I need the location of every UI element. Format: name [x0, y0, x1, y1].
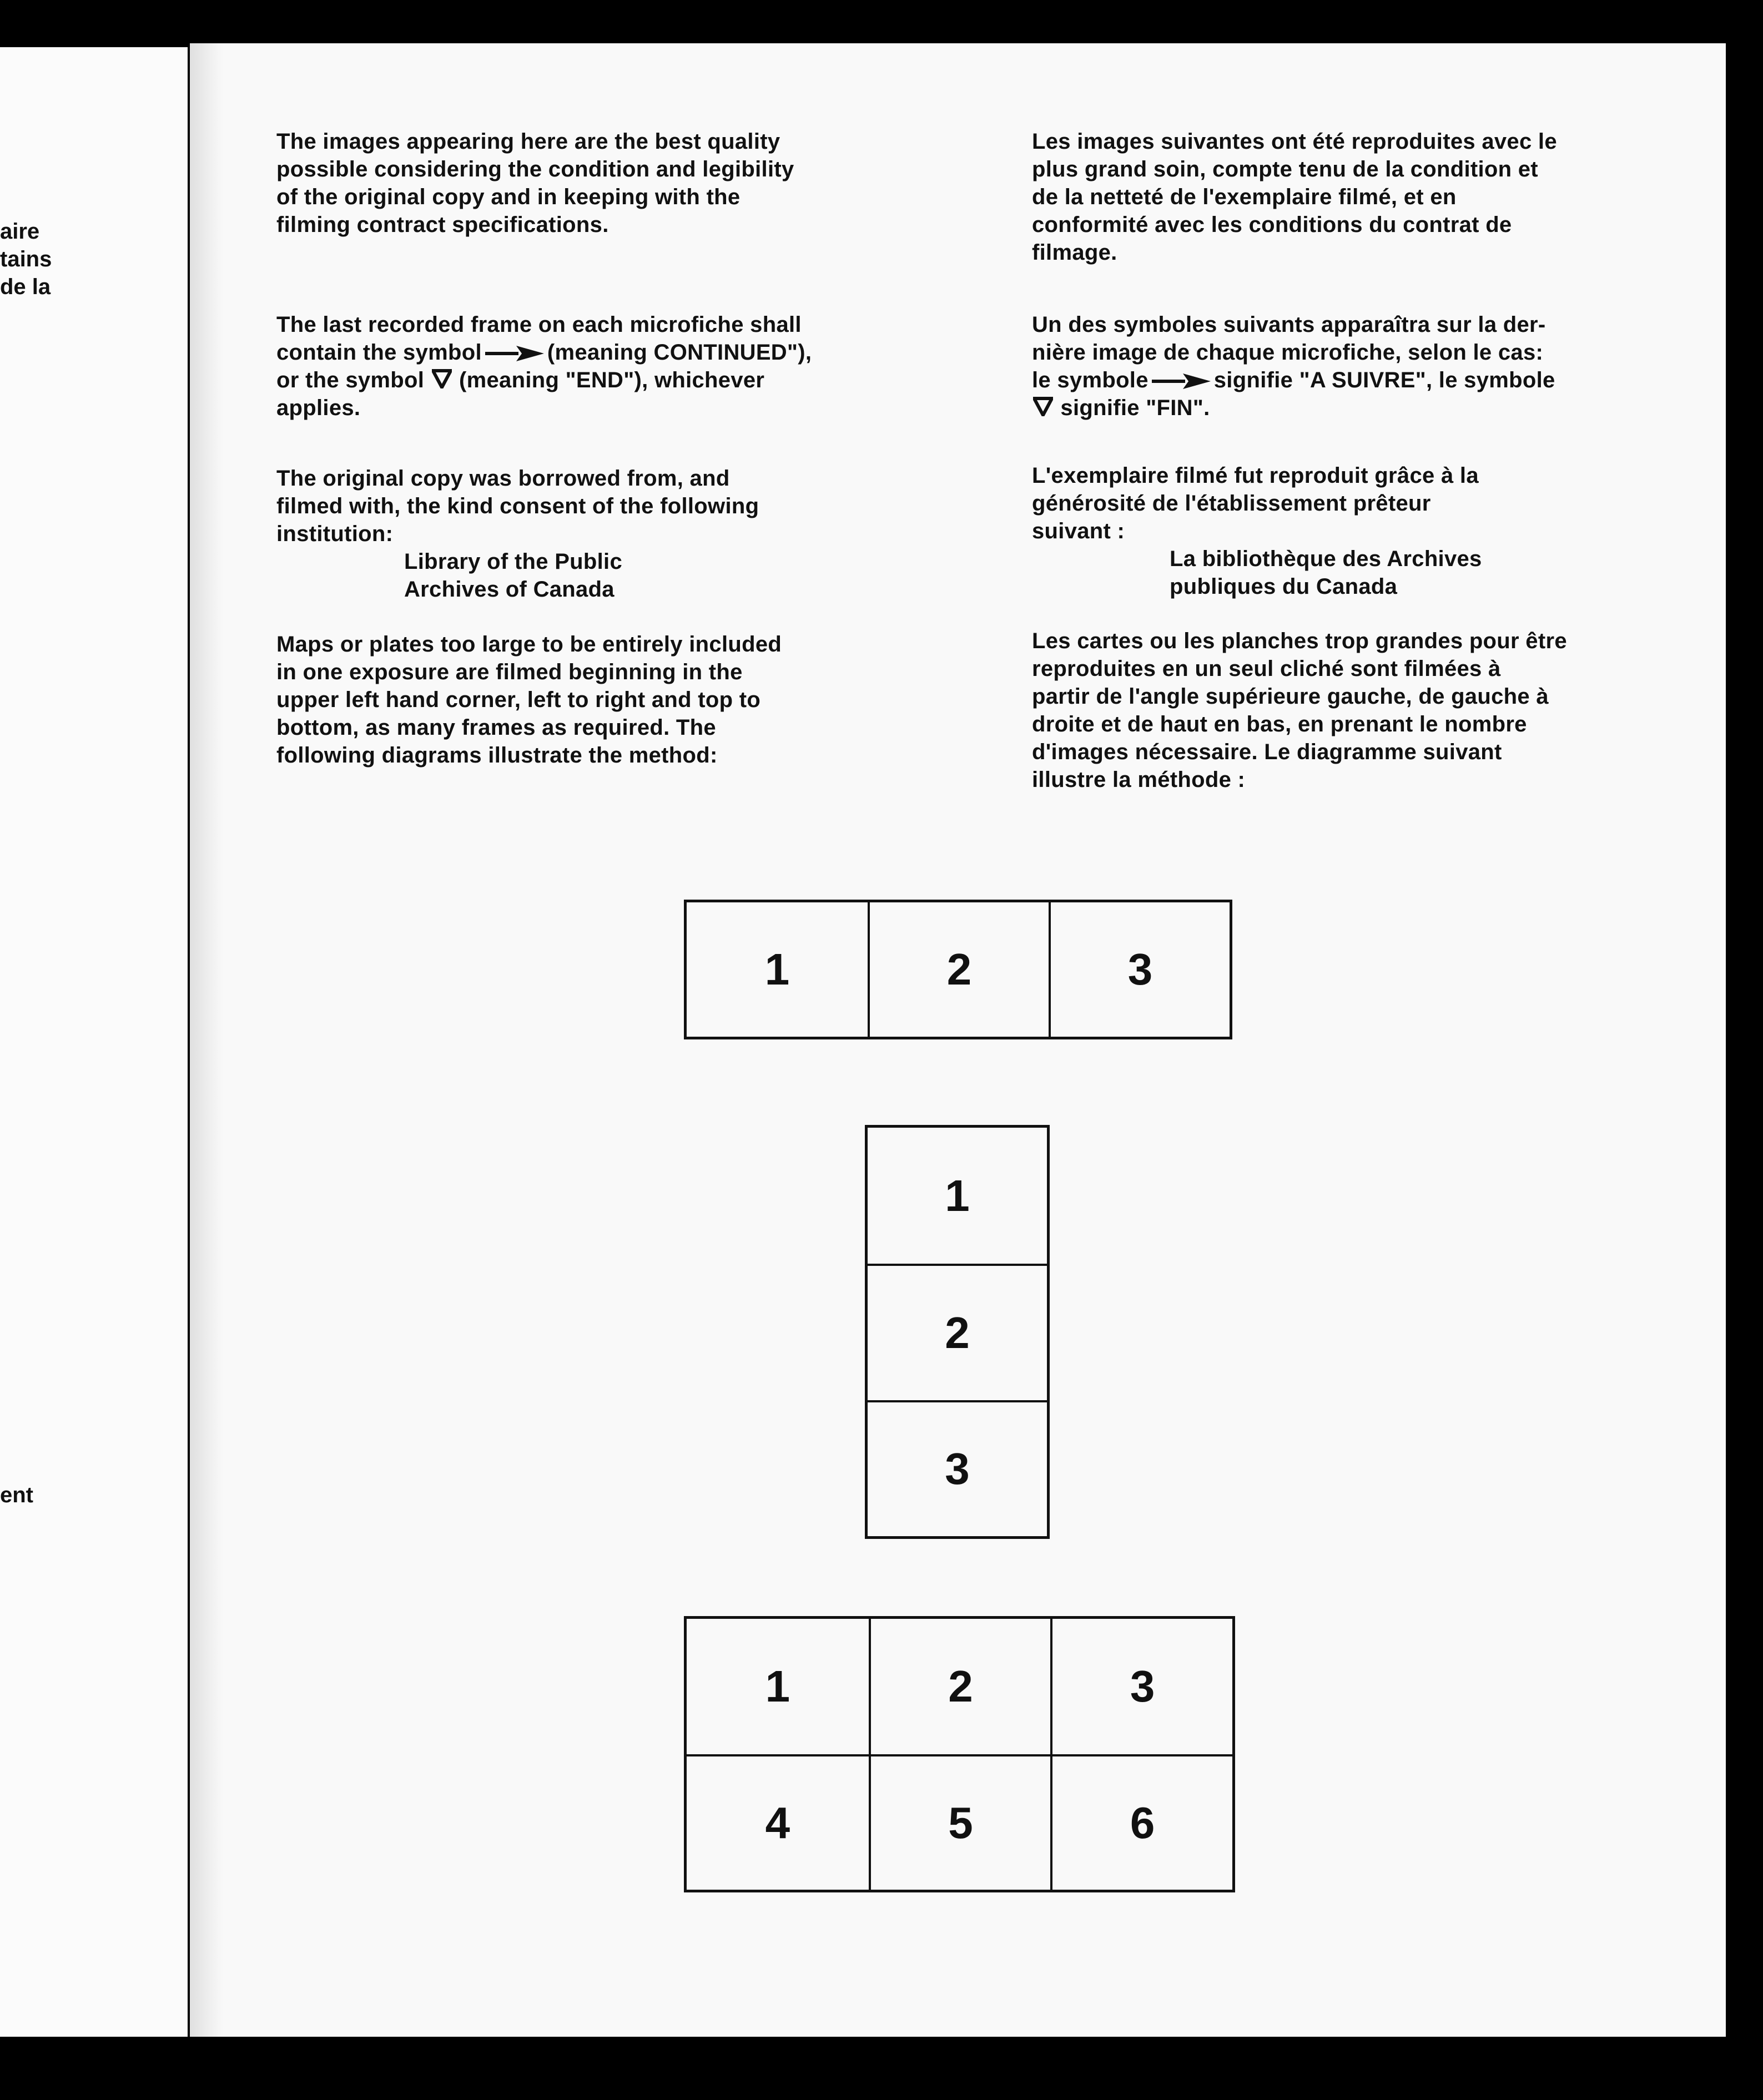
- triangle-down-icon: [432, 368, 452, 388]
- frame-cell: 1: [764, 945, 790, 994]
- frame-cell: 3: [868, 1400, 1047, 1536]
- en-symbol-paragraph: [276, 311, 887, 422]
- en-symbol-text-b: (meaning CONTINUED"), or the symbol: [276, 340, 812, 392]
- en-maps-paragraph: Maps or plates too large to be entirely included in one exposure are filmed beginning in the upper left hand corner, left to right and top to bottom, as many frames as required. The following diagrams illustrate the method:: [276, 632, 782, 768]
- diagram-grid: [684, 1616, 1235, 1892]
- frame-cell: 2: [868, 1264, 1047, 1400]
- prev-fragment-4: ent: [0, 1483, 33, 1507]
- previous-page-strip: [0, 47, 188, 2037]
- fr-maps-paragraph: Les cartes ou les planches trop grandes pour être reproduites en un seul cliché sont filmées à partir de l'angle supérieure gauche, de gauche à droite et de haut en bas, en prenant le nombre d'images nécessaire. Le diagramme suivant illustre la méthode :: [1032, 629, 1567, 792]
- arrow-right-icon: [484, 342, 545, 365]
- en-symbol-text-c: (meaning "END"), whichever applies.: [276, 368, 765, 420]
- spine-shadow: [190, 43, 223, 2037]
- prev-fragment-3: de la: [0, 275, 51, 299]
- fr-symbol-paragraph: [1032, 311, 1698, 422]
- en-institution-name: Library of the Public Archives of Canada: [404, 549, 623, 602]
- triangle-down-icon: [1033, 396, 1053, 416]
- diagram-horizontal: [684, 900, 1232, 1039]
- fr-symbol-text-c: signifie "FIN".: [1060, 396, 1210, 420]
- prev-fragment-1: aire: [0, 219, 40, 244]
- fr-institution-paragraph: [1032, 462, 1698, 600]
- frame-cell: 6: [1050, 1754, 1232, 1890]
- fr-institution-name: La bibliothèque des Archives publiques du Canada: [1170, 547, 1482, 599]
- frame-cell: 3: [1049, 902, 1230, 1037]
- en-symbol-text-a: The last recorded frame on each microfiche shall contain the symbol: [276, 312, 802, 365]
- fr-quality-paragraph: Les images suivantes ont été reproduites avec le plus grand soin, compte tenu de la condition et de la netteté de l'exemplaire filmé, et en conformité avec les conditions du contrat de filmage.: [1032, 129, 1557, 265]
- en-institution-intro: The original copy was borrowed from, and filmed with, the kind consent of the following institution:: [276, 466, 759, 546]
- en-institution-paragraph: [276, 465, 887, 603]
- frame-cell: 2: [868, 902, 1049, 1037]
- en-quality-paragraph: The images appearing here are the best quality possible considering the condition and legibility of the original copy and in keeping with the filming contract specifications.: [276, 129, 794, 237]
- frame-cell: 3: [1050, 1619, 1232, 1754]
- frame-cell: 2: [869, 1619, 1051, 1754]
- microfiche-target-page: [190, 43, 1726, 2037]
- fr-symbol-text-b: signifie "A SUIVRE", le symbole: [1213, 368, 1555, 392]
- frame-cell: 1: [945, 1170, 970, 1220]
- arrow-right-icon: [1151, 370, 1212, 392]
- fr-symbol-text-a: Un des symboles suivants apparaîtra sur la der- nière image de chaque microfiche, selon le cas: le symbole: [1032, 312, 1546, 392]
- diagram-vertical: [865, 1125, 1050, 1539]
- fr-institution-intro: L'exemplaire filmé fut reproduit grâce à la générosité de l'établissement prêteur suivant :: [1032, 463, 1479, 543]
- frame-cell: 5: [869, 1754, 1051, 1890]
- prev-fragment-2: tains: [0, 247, 52, 271]
- frame-cell: 1: [765, 1662, 790, 1711]
- frame-cell: 4: [687, 1754, 869, 1890]
